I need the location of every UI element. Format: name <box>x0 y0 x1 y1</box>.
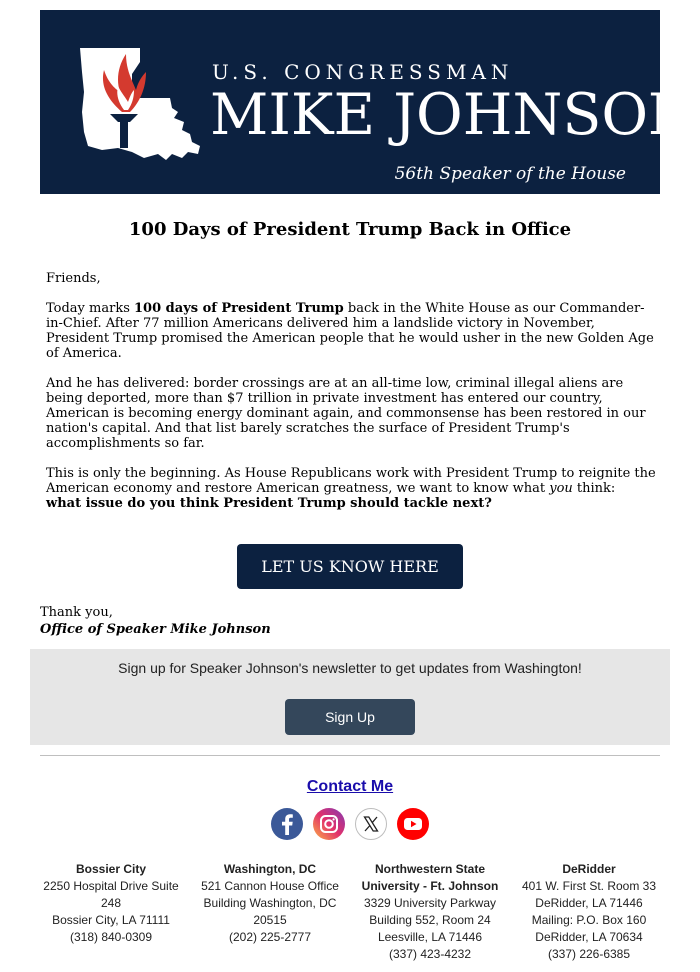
office-washington-dc <box>199 861 341 946</box>
paragraph-1-text-start: Today marks <box>46 301 135 316</box>
office-deridder <box>518 861 660 963</box>
paragraph-3-text-end: think: <box>572 481 616 496</box>
signoff <box>40 604 271 638</box>
office-address-line: DeRidder, LA 70634 <box>535 930 643 944</box>
louisiana-torch-logo <box>74 42 206 176</box>
office-title: DeRidder <box>562 862 616 876</box>
paragraph-3-question: what issue do you think President Trump should tackle next? <box>46 496 492 511</box>
youtube-icon[interactable] <box>396 807 430 841</box>
paragraph-2: And he has delivered: border crossings are at an all-time low, criminal illegal aliens are being deported, more than $7 trillion in private investment has entered our country, American is becoming energy dominant again, and commonsense has been restored in our nation's capital. And that list barely scratches the surface of President Trump's accomplishments so far. <box>46 376 646 451</box>
office-title: Bossier City <box>75 862 147 876</box>
office-address-line: 2250 Hospital Drive Suite <box>43 879 179 893</box>
header-banner <box>40 10 699 194</box>
office-address-line: 521 Cannon House Office <box>201 879 339 893</box>
office-address-line: Building 552, Room 24 <box>369 913 491 927</box>
x-icon[interactable] <box>354 807 388 841</box>
greeting: Friends, <box>46 271 101 286</box>
facebook-icon[interactable] <box>270 807 304 841</box>
instagram-icon[interactable] <box>312 807 346 841</box>
banner-subtitle: 56th Speaker of the House <box>394 164 626 184</box>
office-address-line: Mailing: P.O. Box 160 <box>531 913 647 927</box>
contact-section <box>0 776 700 796</box>
office-address-line: Building Washington, DC <box>203 896 337 910</box>
page-title: 100 Days of President Trump Back in Office <box>128 219 572 240</box>
office-address-line: 248 <box>100 896 122 910</box>
paragraph-1-text-end: back in the White House as our Commander-in-Chief. After 77 million Americans delivered him a landslide victory in November, President Trump promised the American people that he would usher in the new Golden Age of America. <box>46 301 654 361</box>
office-address-line: 401 W. First St. Room 33 <box>521 879 657 893</box>
contact-me-link[interactable]: Contact Me <box>306 778 394 795</box>
paragraph-3-emphasis: you <box>549 481 573 496</box>
paragraph-3 <box>46 466 658 511</box>
office-phone: (318) 840-0309 <box>69 930 153 944</box>
office-phone: (337) 226-6385 <box>547 947 631 961</box>
cta-wrapper <box>237 544 463 589</box>
office-address-line: 20515 <box>253 913 287 927</box>
office-address-line: Bossier City, LA 71111 <box>52 913 170 927</box>
paragraph-3-text-start: This is only the beginning. As House Republicans work with President Trump to reignite the American economy and restore American greatness, we want to know what <box>46 466 656 496</box>
banner-name: MIKE JOHNSON <box>210 82 699 148</box>
office-title-line-2: University - Ft. Johnson <box>361 879 499 893</box>
office-title: Northwestern State <box>374 862 486 876</box>
office-northwestern-state <box>359 861 501 963</box>
let-us-know-button[interactable]: LET US KNOW HERE <box>237 544 463 589</box>
office-address-line: 3329 University Parkway <box>363 896 497 910</box>
social-links <box>270 807 434 843</box>
office-address-line: Leesville, LA 71446 <box>377 930 483 944</box>
office-phone: (202) 225-2777 <box>228 930 312 944</box>
signup-message: Sign up for Speaker Johnson's newsletter to get updates from Washington! <box>118 660 582 676</box>
office-title: Washington, DC <box>223 862 317 876</box>
office-phone: (337) 423-4232 <box>388 947 472 961</box>
thanks-line: Thank you, <box>40 605 113 620</box>
signature: Office of Speaker Mike Johnson <box>40 622 271 637</box>
letter-body <box>46 271 658 526</box>
paragraph-1-bold: 100 days of President Trump <box>134 301 344 316</box>
newsletter-signup-panel <box>30 649 670 745</box>
sign-up-button[interactable]: Sign Up <box>285 699 415 735</box>
divider <box>40 755 660 756</box>
office-address-line: DeRidder, LA 71446 <box>535 896 643 910</box>
paragraph-1 <box>46 301 658 361</box>
banner-kicker: U.S. CONGRESSMAN <box>212 60 514 84</box>
office-bossier-city <box>40 861 182 946</box>
